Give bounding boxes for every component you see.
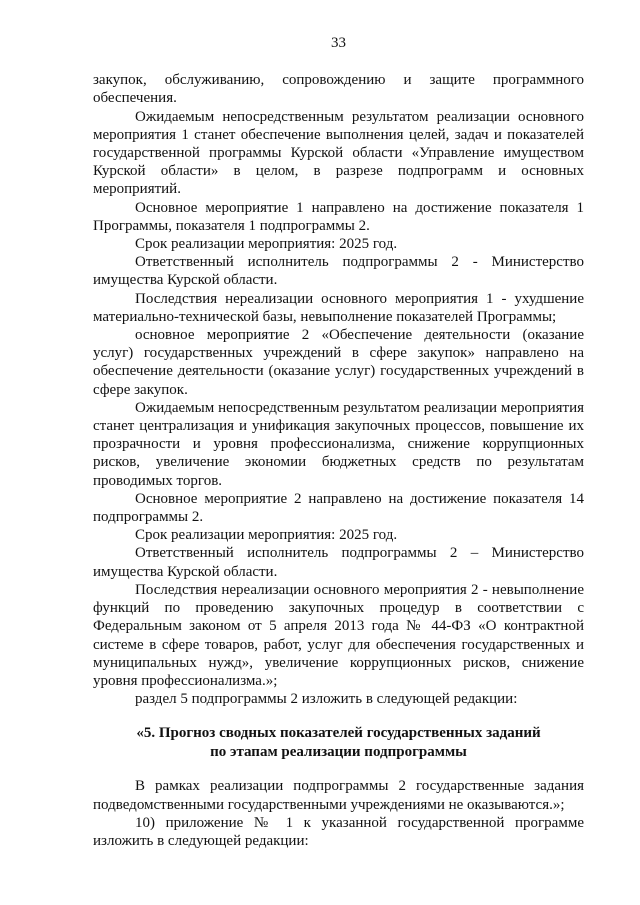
paragraph: Ответственный исполнитель подпрограммы 2 - Министерство имущества Курской области. bbox=[93, 254, 584, 289]
section-heading bbox=[93, 724, 584, 761]
paragraph: раздел 5 подпрограммы 2 изложить в следующей редакции: bbox=[135, 691, 518, 708]
body-text-before bbox=[93, 71, 584, 708]
section-heading-line-1: «5. Прогноз сводных показателей государственных заданий bbox=[136, 725, 541, 742]
page-number: 33 bbox=[331, 35, 346, 51]
paragraph: Срок реализации мероприятия: 2025 год. bbox=[135, 527, 398, 544]
paragraph: Ожидаемым непосредственным результатом реализации основного мероприятия 1 станет обеспечение выполнения целей, задач и показателей государственной программы Курской области «Управление имуществом Курской области» в целом, в разрезе подпрограмм и основных мероприятий. bbox=[93, 108, 584, 198]
paragraph: 10) приложение № 1 к указанной государственной программе изложить в следующей редакции: bbox=[93, 814, 584, 849]
paragraph: Срок реализации мероприятия: 2025 год. bbox=[135, 236, 398, 253]
paragraph: закупок, обслуживанию, сопровождению и защите программного обеспечения. bbox=[93, 72, 584, 107]
body-text-after bbox=[93, 777, 584, 850]
paragraph: Основное мероприятие 2 направлено на достижение показателя 14 подпрограммы 2. bbox=[93, 490, 584, 526]
paragraph: Последствия нереализации основного мероприятия 2 - невыполнение функций по проведению закупочных процедур в соответствии с Федеральным законом от 5 апреля 2013 года № 44-ФЗ «О контрактной системе в сфере товаров, работ, услуг для обеспечения государственных и муниципальных нужд», увеличение коррупционных рисков, снижение уровня профессионализма.»; bbox=[93, 581, 584, 689]
paragraph: Последствия нереализации основного мероприятия 1 - ухудшение материально-технической базы, невыполнение показателей Программы; bbox=[93, 290, 584, 325]
paragraph: Основное мероприятие 1 направлено на достижение показателя 1 Программы, показателя 1 подпрограммы 2. bbox=[93, 199, 584, 234]
paragraph: Ожидаемым непосредственным результатом реализации мероприятия станет централизация и унификация закупочных процессов, повышение их прозрачности и уровня профессионализма, снижение коррупционных рисков, увеличение экономии бюджетных средств по результатам проводимых торгов. bbox=[93, 399, 584, 489]
section-heading-line-2: по этапам реализации подпрограммы bbox=[210, 743, 467, 760]
paragraph: В рамках реализации подпрограммы 2 государственные задания подведомственными государственными учреждениями не оказываются.»; bbox=[93, 778, 584, 813]
paragraph: Ответственный исполнитель подпрограммы 2 – Министерство имущества Курской области. bbox=[93, 545, 584, 580]
paragraph: основное мероприятие 2 «Обеспечение деятельности (оказание услуг) государственных учреждений в сфере закупок» направлено на обеспечение деятельности (оказание услуг) государственных учреждений в сфере закупок. bbox=[93, 327, 584, 398]
